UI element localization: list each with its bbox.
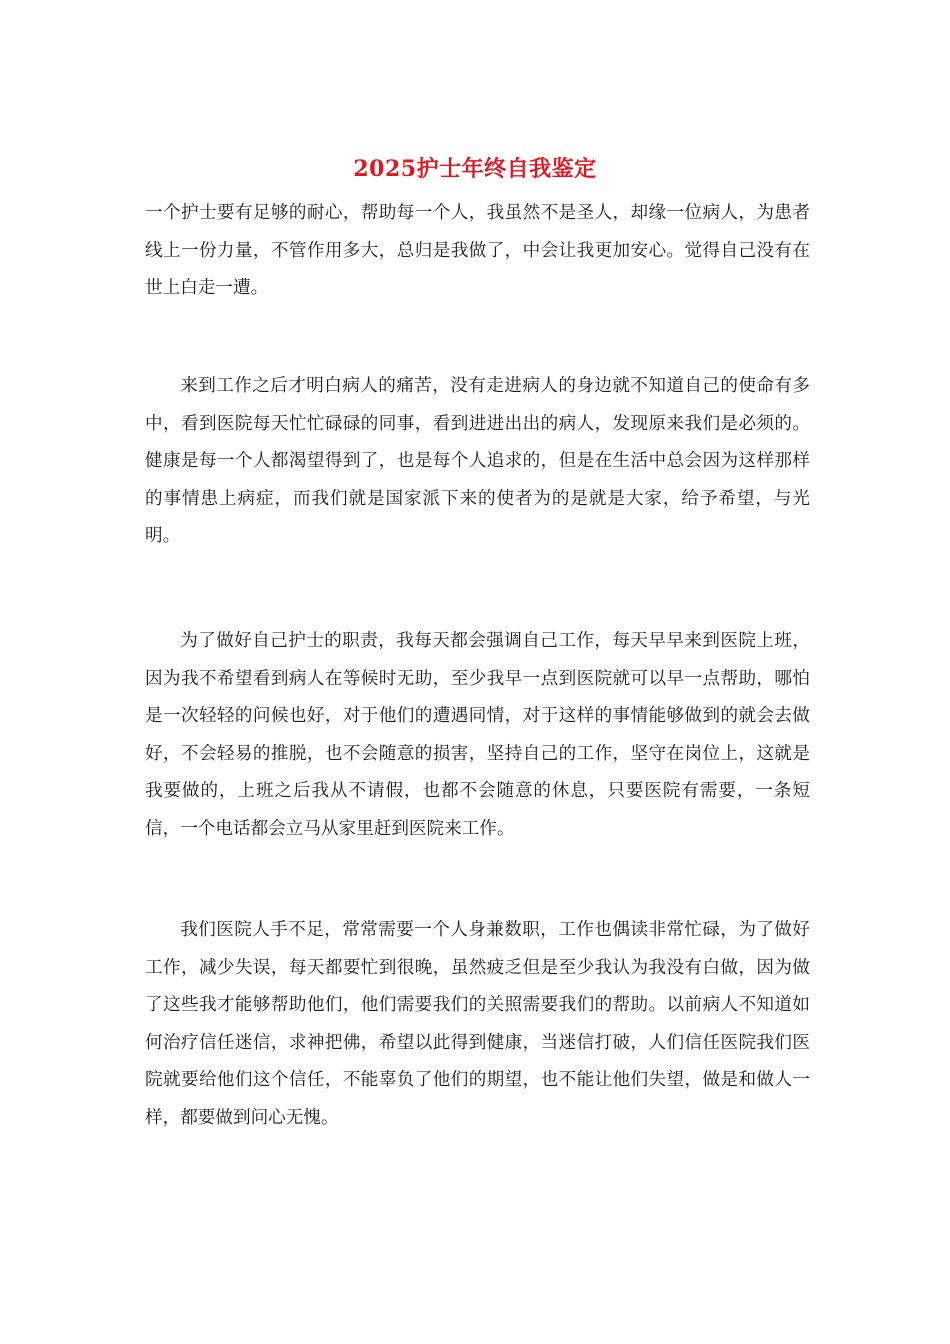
paragraph-intro: 一个护士要有足够的耐心，帮助每一个人，我虽然不是圣人，却缘一位病人，为患者线上一份力量，不管作用多大，总归是我做了，中会让我更加安心。觉得自己没有在世上白走一遭。	[145, 203, 810, 298]
paragraph-duty: 为了做好自己护士的职责，我每天都会强调自己工作，每天早早来到医院上班，因为我不希望看到病人在等候时无助，至少我早一点到医院就可以早一点帮助，哪怕是一次轻轻的问候也好，对于他们的遭遇同情，对于这样的事情能够做到的就会去做好，不会轻易的推脱，也不会随意的损害，坚持自己的工作，坚守在岗位上，这就是我要做的，上班之后我从不请假，也都不会随意的休息，只要医院有需要，一条短信，一个电话都会立马从家里赶到医院来工作。	[145, 631, 810, 839]
document-title: 2025护士年终自我鉴定	[353, 156, 597, 182]
paragraph-staffing: 我们医院人手不足，常常需要一个人身兼数职，工作也偶读非常忙碌，为了做好工作，减少失误，每天都要忙到很晚，虽然疲乏但是至少我认为我没有白做，因为做了这些我才能够帮助他们，他们需要我们的关照需要我们的帮助。以前病人不知道如何治疗信任迷信，求神把佛，希望以此得到健康，当迷信打破，人们信任医院我们医院就要给他们这个信任，不能辜负了他们的期望，也不能让他们失望，做是和做人一样，都要做到问心无愧。	[145, 920, 810, 1128]
paragraph-work-understanding: 来到工作之后才明白病人的痛苦，没有走进病人的身边就不知道自己的使命有多中，看到医院每天忙忙碌碌的同事，看到进进出出的病人，发现原来我们是必须的。健康是每一个人都渴望得到了，也是每个人追求的，但是在生活中总会因为这样那样的事情患上病症，而我们就是国家派下来的使者为的是就是大家，给予希望，与光明。	[145, 376, 810, 546]
